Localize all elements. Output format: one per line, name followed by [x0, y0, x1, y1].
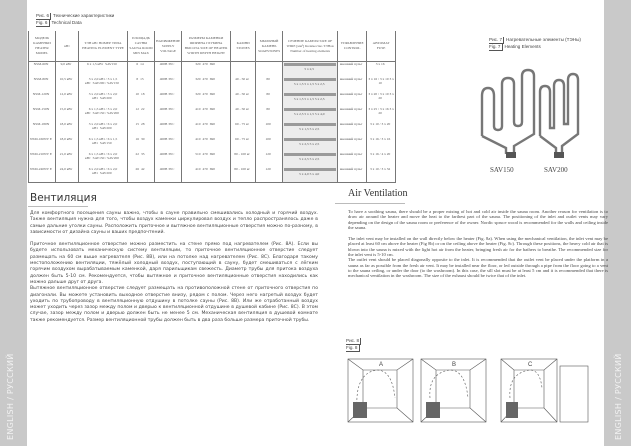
- cell-element: [79, 167, 128, 183]
- cell-control: [338, 122, 367, 137]
- cell-area: [128, 137, 155, 152]
- area-min: 8: [136, 77, 139, 81]
- area-min: 26: [135, 167, 139, 171]
- cell-soap-value: 100: [265, 137, 271, 141]
- side-tab-right: [604, 0, 631, 446]
- divider: [284, 123, 336, 126]
- cell-size: [182, 62, 231, 78]
- size-width: 410: [195, 167, 201, 171]
- sav150-element: [482, 70, 534, 154]
- cell-fuse-value: 3 x 20 / 3 x 10 3 x 20: [368, 92, 394, 100]
- cell-stones: [231, 152, 256, 167]
- element-power: 6 x 2,0 кВт / 6 x 2,0 кВт: [88, 167, 118, 175]
- area-min: 10: [135, 92, 139, 96]
- cell-soap-value: 120: [265, 167, 271, 171]
- cell-soap: [256, 167, 283, 183]
- cell-control: [338, 152, 367, 167]
- header-model: МОДЕЛЬ КАМЕНКИ HEATER MODEL: [29, 31, 56, 62]
- fig6-caption: [36, 13, 114, 27]
- cell-wire-value: 5 x 2,5 5 x 1,5 5 x 4,0: [293, 112, 325, 116]
- fig8-num-ru: Рис. 8: [346, 338, 360, 343]
- header-fuse: АВТОМАТ FUSE: [367, 31, 396, 62]
- ventilation-diagram-b: [420, 358, 487, 423]
- size-width: 510: [195, 152, 201, 156]
- cell-fuse: [367, 137, 396, 152]
- cell-control: [338, 62, 367, 78]
- cell-size: [182, 122, 231, 137]
- size-height: 690: [209, 77, 215, 81]
- cell-soap-value: 80: [266, 92, 270, 96]
- cell-kw: [56, 122, 79, 137]
- cell-control: [338, 137, 367, 152]
- size-height: 690: [209, 107, 215, 111]
- cell-wire: [283, 167, 338, 183]
- size-height: 690: [209, 92, 215, 96]
- cell-stones: [231, 122, 256, 137]
- fig8-num-en: Fig. 8: [346, 345, 358, 350]
- cell-control-value: внешний пульт: [339, 152, 363, 156]
- element-type: SAV150 / SAV200: [92, 156, 119, 160]
- heater-icon: [426, 402, 440, 418]
- cell-kw: [56, 152, 79, 167]
- cell-wire: [283, 92, 338, 107]
- cell-model-value: NSM-160NV E: [30, 137, 53, 141]
- cell-control-value: внешний пульт: [339, 107, 363, 111]
- header-control: УПРАВЛЕНИЕ CONTROL: [338, 31, 367, 62]
- cell-size: [182, 107, 231, 122]
- cell-control-value: внешний пульт: [339, 122, 363, 126]
- cell-voltage: [155, 62, 182, 78]
- area-min: 15: [135, 122, 139, 126]
- size-width: 410: [195, 122, 201, 126]
- cell-wire-value: 5 x 2,5 5 x 2,5: [299, 157, 320, 161]
- divider: [284, 78, 336, 81]
- area-max: 15: [140, 77, 144, 81]
- cell-wire-value: 5 x 1,5 5 x 1,5 5 x 2,5: [293, 97, 325, 101]
- cell-fuse-value: 3 x 16 / 3 x 16: [370, 137, 391, 141]
- size-height: 690: [209, 122, 215, 126]
- cell-stones-value: 60 - 75 кг: [235, 122, 250, 126]
- fig7-num-en: Fig. 7: [489, 44, 501, 49]
- cell-fuse: [367, 92, 396, 107]
- area-max: 22: [141, 107, 145, 111]
- element-type: SAV200 / SAV150: [92, 81, 119, 85]
- area-max: 18: [141, 92, 145, 96]
- divider: [284, 93, 336, 96]
- cell-wire-value: 5 x 1,5 5 x 2,5: [299, 127, 320, 131]
- cell-model-value: NSM-240NV E: [30, 167, 53, 171]
- table-row: [29, 152, 396, 167]
- header-size: РАЗМЕРЫ КАМЕНКИ ШИРИНА ГЛУБИНА ВЫСОТА SIZE OF HEATER WIDTH DEPTH HEIGHT: [182, 31, 231, 62]
- fig7-caption: [489, 37, 581, 51]
- cell-control: [338, 77, 367, 92]
- cell-model-value: NSM-60N: [33, 62, 49, 66]
- cell-element: [79, 62, 128, 78]
- table-row: [29, 92, 396, 107]
- element-power: 6 x 1,5 кВт / 3 x 2,0 кВт: [85, 107, 118, 115]
- cell-control-value: внешний пульт: [339, 137, 363, 141]
- technical-data-table: [28, 31, 396, 183]
- paragraph: The inlet vent may be installed on the wall directly below the heater (Fig. 8a). When using the mechanical ventilation, the inlet vent may be placed at least 60 cm above the heater (Fig 8b) or on the ceiling above the heater (Fig. 8c). Through these positions, the heavy cold air that is blown into the sauna is mixed with the light hot air from the heater, bringing fresh air for the bathers to breathe. The recommended size for the inlet vent is 5-10 cm.: [348, 236, 608, 258]
- cell-wire: [283, 107, 338, 122]
- cell-fuse: [367, 62, 396, 78]
- area-max: 42: [141, 167, 145, 171]
- area-max: 14: [140, 62, 144, 66]
- table-row: [29, 77, 396, 92]
- divider: [284, 138, 336, 141]
- ventilation-text-en: [348, 209, 608, 285]
- size-height: 690: [209, 152, 215, 156]
- table-row: [29, 122, 396, 137]
- cell-kw-value: 18,0 кВт: [59, 122, 73, 126]
- cell-voltage-value: 400B 3N~: [159, 92, 175, 96]
- area-min: 12: [135, 107, 139, 111]
- cell-kw-value: 12,0 кВт: [59, 92, 73, 96]
- size-width: 320: [195, 77, 201, 81]
- cell-wire: [283, 122, 338, 137]
- terminal-icon: [506, 152, 516, 158]
- fig7-title-en: Heating Elements: [504, 44, 541, 49]
- cell-voltage-value: 400B 3N~: [159, 152, 175, 156]
- size-width: 320: [195, 62, 201, 66]
- cell-stones-value: 60 - 75 кг: [235, 137, 250, 141]
- cell-area: [128, 92, 155, 107]
- cell-voltage: [155, 77, 182, 92]
- cell-voltage: [155, 107, 182, 122]
- cell-fuse-value: 3 x 10 / 3 x 32: [370, 167, 391, 171]
- header-stones: КАМНИ STONES: [231, 31, 256, 62]
- header-area: ПЛОЩАДЬ САУНЫ SAUNA ROOM MIN MAX: [128, 31, 155, 62]
- fig7-title-ru: Нагревательные элементы (ТЭНы): [506, 37, 581, 42]
- cell-wire: [283, 137, 338, 152]
- sav200-element: [540, 74, 578, 154]
- cell-stones: [231, 137, 256, 152]
- cell-model: [29, 167, 56, 183]
- cell-fuse-value: 3 x 16 / 3 x 10 3 x 10: [368, 77, 394, 85]
- cell-fuse: [367, 167, 396, 183]
- cell-element: [79, 122, 128, 137]
- cell-model-value: NSM-180N: [32, 122, 50, 126]
- element-type: SAV200: [99, 126, 112, 130]
- element-type: SAV200: [99, 96, 112, 100]
- element-type: SAV150 / SAV200: [92, 111, 119, 115]
- cell-soap-value: 120: [265, 152, 271, 156]
- cell-area: [128, 62, 155, 78]
- header-voltage: НАПРЯЖЕНИЕ SUPPLY VOLTAGE: [155, 31, 182, 62]
- label-sav200: SAV200: [544, 166, 568, 174]
- panel-label: A: [379, 362, 384, 368]
- cell-voltage: [155, 152, 182, 167]
- cell-wire: [283, 62, 338, 78]
- cell-size: [182, 137, 231, 152]
- cell-wire-value: 5 x 2,5 5 x 2,5: [299, 142, 320, 146]
- panel-label: B: [452, 362, 457, 368]
- cell-model-value: NSM-120N: [32, 92, 50, 96]
- size-depth: 470: [202, 107, 208, 111]
- cell-control-value: внешний пульт: [339, 62, 363, 66]
- cell-stones: [231, 107, 256, 122]
- area-min: 16: [135, 137, 139, 141]
- cell-kw-value: 10,5 кВт: [59, 77, 73, 81]
- side-tab-left: [0, 0, 27, 446]
- paragraph: Приточное вентиляционное отверстие можно разместить на стене прямо под нагревателем (Рис. 8А). Если вы будете использовать механическую систему вентиляции, то приточное вентиляционное отверстие следует размещать на 60 см выше нагревателя (Рис. 8В), или на потолке над нагревателем (Рис. 8С). Благодаря такому местоположению вентиляции, тяжёлый холодный воздух, поступающий в сауну, будет смешиваться с лёгким горячим воздухом вырабатываемым каменкой, даря парильщикам свежесть. Диаметр трубы для притока воздуха должен быть 5-10 см. Рекомендуется, чтобы вытяжное и приточное вентиляционные отверстия находились как можно дальше друг от друга.: [30, 242, 318, 285]
- cell-wire-value: 5 x 2,5: [304, 67, 314, 71]
- header-element: ТЭН кВт НОМЕР ТИПА HEATING ELEMENT TYPE: [79, 31, 128, 62]
- cell-kw-value: 21,0 кВт: [59, 152, 73, 156]
- cell-kw: [56, 62, 79, 78]
- size-depth: 470: [202, 152, 208, 156]
- cell-kw-value: 9,0 кВт: [60, 62, 72, 66]
- cell-stones-value: 80 - 100 кг: [234, 167, 250, 171]
- cell-kw-value: 15,0 кВт: [59, 107, 73, 111]
- divider: [284, 168, 336, 171]
- cell-model: [29, 77, 56, 92]
- area-max: 28: [141, 122, 145, 126]
- cell-voltage-value: 400B 3N~: [159, 167, 175, 171]
- cell-area: [128, 167, 155, 183]
- cell-control-value: внешний пульт: [339, 167, 363, 171]
- size-width: 320: [195, 92, 201, 96]
- cell-stones-value: 40 - 50 кг: [235, 92, 250, 96]
- cell-stones: [231, 62, 256, 78]
- cell-stones: [231, 77, 256, 92]
- cell-kw-value: 18,0 кВт: [59, 137, 73, 141]
- element-type: SAV200: [99, 171, 112, 175]
- area-max: 35: [141, 152, 145, 156]
- paragraph: The outlet vent should be placed diagonally opposite to the inlet. It is recommended that the outlet vent be placed under the platform in a sauna as far as possible from the fresh air vent. It may be installed near the floor, or led outside through a pipe from the floor going to a vent to the sauna ceiling, or under the door (to the washroom). In this case, the sill slot must be at least 5 cm and it is recommended that there is mechanical ventilation in the washroom. The size of the exhaust should be twice that of the inlet.: [348, 257, 608, 279]
- size-depth: 470: [202, 92, 208, 96]
- cell-control: [338, 167, 367, 183]
- title-underline: [335, 203, 405, 204]
- ventilation-title-en: Air Ventilation: [348, 188, 408, 199]
- cell-control: [338, 92, 367, 107]
- element-power: 6 x 1,5 кВт / 6 x 2,0 кВт: [85, 152, 118, 160]
- fig6-num-ru: Рис. 6: [36, 13, 50, 18]
- cell-element: [79, 137, 128, 152]
- element-power: 3 x 2,0 кВт / 3 x 1,5 кВт: [85, 77, 118, 85]
- element-power: 6 x 1,5 кВт: [87, 62, 104, 66]
- cell-control: [338, 107, 367, 122]
- cell-stones: [231, 167, 256, 183]
- size-depth: 470: [202, 122, 208, 126]
- element-power: 3 x 2,0 кВт / 3 x 2,0 кВт: [88, 92, 118, 100]
- cell-soap-value: 80: [266, 77, 270, 81]
- cell-model-value: NSM-210NV E: [30, 152, 53, 156]
- cell-fuse: [367, 107, 396, 122]
- cell-stones-value: 40 - 50 кг: [235, 77, 250, 81]
- ventilation-text-ru: [30, 211, 318, 330]
- divider: [284, 153, 336, 156]
- cell-soap: [256, 152, 283, 167]
- cell-model: [29, 62, 56, 78]
- cell-soap: [256, 92, 283, 107]
- cell-wire-value: 5 x 4,0 5 x 4,0: [299, 172, 320, 176]
- cell-fuse-value: 3 x 10 / 3 x 20: [370, 122, 391, 126]
- cell-soap: [256, 137, 283, 152]
- cell-fuse-value: 3 x 16: [375, 62, 385, 66]
- heating-elements-illustration: [470, 66, 585, 160]
- cell-voltage-value: 400B 3N~: [159, 77, 175, 81]
- area-max: 30: [141, 137, 145, 141]
- cell-kw: [56, 77, 79, 92]
- title-underline: [28, 206, 88, 207]
- cell-wire-value: 5 x 1,5 5 x 1,5 5 x 2,5: [293, 82, 325, 86]
- cell-model: [29, 152, 56, 167]
- element-type: SAV150: [99, 141, 112, 145]
- divider: [284, 108, 336, 111]
- cell-voltage: [155, 122, 182, 137]
- table-row: [29, 62, 396, 78]
- cell-fuse: [367, 77, 396, 92]
- header-wire: СЕЧЕНИЕ КАБЕЛЯ SIZE OF WIRE [мм²] Количество ТЭНов Number of heating elements: [283, 31, 338, 62]
- cell-stones: [231, 92, 256, 107]
- table-header: [29, 31, 396, 62]
- fig6-title-en: Technical Data: [51, 20, 82, 25]
- cell-element: [79, 152, 128, 167]
- panel-label: C: [528, 362, 533, 368]
- cell-voltage: [155, 92, 182, 107]
- cell-area: [128, 77, 155, 92]
- label-sav150: SAV150: [490, 166, 514, 174]
- area-min: 22: [135, 152, 139, 156]
- cell-soap: [256, 77, 283, 92]
- cell-voltage: [155, 167, 182, 183]
- fig6-title-ru: Технические характеристики: [53, 13, 115, 18]
- size-width: 410: [195, 137, 201, 141]
- cell-fuse-value: 3 x 16 / 4 x 20: [370, 152, 391, 156]
- cell-size: [182, 152, 231, 167]
- cell-kw: [56, 137, 79, 152]
- paragraph: Для комфортного посещения сауны важно, чтобы в сауне правильно смешивались холодный и горячий воздух. Также вентиляция нужна для того, чтобы воздух каменки циркулировал воздух и тепло распространялось даже в самые дальние уголки сауны. Расположить приточное и вытяжное вентиляционные отверстия можно по-разному, в зависимости от дизайна сауны и ваших предпочтений.: [30, 211, 318, 235]
- cell-model-value: NSM-80N: [33, 77, 49, 81]
- cell-model: [29, 137, 56, 152]
- cell-voltage-value: 400B 3N~: [159, 107, 175, 111]
- cell-soap: [256, 107, 283, 122]
- cell-kw: [56, 92, 79, 107]
- size-depth: 470: [202, 62, 208, 66]
- language-label: ENGLISH / РУССКИЙ: [6, 353, 15, 440]
- cell-control-value: внешний пульт: [339, 92, 363, 96]
- cell-kw-value: 24,0 кВт: [59, 167, 73, 171]
- cell-element: [79, 107, 128, 122]
- cell-model: [29, 122, 56, 137]
- heater-icon: [353, 402, 367, 418]
- cell-model-value: NSM-150N: [32, 107, 50, 111]
- cell-voltage-value: 400B 3N~: [159, 122, 175, 126]
- size-height: 690: [209, 137, 215, 141]
- cell-area: [128, 122, 155, 137]
- cell-voltage: [155, 137, 182, 152]
- cell-soap-value: 80: [266, 107, 270, 111]
- terminal-icon: [554, 152, 564, 158]
- area-min: 6: [136, 62, 139, 66]
- header-kw: кВт: [56, 31, 79, 62]
- cell-voltage-value: 400B 3N~: [159, 62, 175, 66]
- element-type: SAV150: [105, 62, 117, 66]
- cell-soap: [256, 62, 283, 78]
- divider: [284, 63, 336, 66]
- cell-area: [128, 107, 155, 122]
- cell-size: [182, 92, 231, 107]
- cell-kw: [56, 107, 79, 122]
- cell-model: [29, 92, 56, 107]
- cell-model: [29, 107, 56, 122]
- ventilation-diagram-a: [347, 358, 414, 423]
- header-soapstone: МЫЛЬНЫЙ КАМЕНЬ SOAPSTONES: [256, 31, 283, 62]
- cell-stones-value: 40 - 50 кг: [235, 107, 250, 111]
- ventilation-diagram-c: [500, 358, 590, 423]
- element-power: 6 x 1,5 кВт / 6 x 1,5 кВт: [88, 137, 118, 145]
- cell-area: [128, 152, 155, 167]
- paragraph: To have a soothing sauna, there should be a proper mixing of hot and cold air inside the sauna room. Another reason for ventilation is to draw air around the heater and move the heat to the farthest part of the sauna. The positioning of the inlet and outlet vents may vary depending on the design of the sauna room or preference of the owner. Nordic spruce wood is recommended for the walls and ceiling inside the sauna.: [348, 209, 608, 230]
- fig7-num-ru: Рис. 7: [489, 37, 503, 42]
- ventilation-title-ru: Вентиляция: [30, 192, 97, 204]
- fig6-num-en: Fig. 6: [36, 20, 48, 25]
- cell-fuse: [367, 152, 396, 167]
- fig8-caption: [346, 338, 363, 352]
- cell-control-value: внешний пульт: [339, 77, 363, 81]
- language-label: ENGLISH / РУССКИЙ: [614, 353, 623, 440]
- cell-wire: [283, 77, 338, 92]
- cell-soap: [256, 122, 283, 137]
- table-row: [29, 167, 396, 183]
- heater-icon: [506, 402, 518, 418]
- size-width: 410: [195, 107, 201, 111]
- size-depth: 470: [202, 167, 208, 171]
- cell-fuse-value: 3 x 25 / 3 x 16 3 x 20: [368, 107, 394, 115]
- cell-soap-value: 100: [265, 122, 271, 126]
- size-height: 690: [209, 62, 215, 66]
- cell-element: [79, 92, 128, 107]
- cell-size: [182, 167, 231, 183]
- table-row: [29, 137, 396, 152]
- element-power: 3 x 2,0 кВт / 6 x 2,0 кВт: [88, 122, 118, 130]
- table-row: [29, 107, 396, 122]
- cell-fuse: [367, 122, 396, 137]
- cell-kw: [56, 167, 79, 183]
- size-depth: 470: [202, 137, 208, 141]
- cell-size: [182, 77, 231, 92]
- paragraph: Вытяжное вентиляционное отверстие следует размещать на противоположной стене от приточного отверстия по диагонали. Вы можете установить выходное отверстие внизу, рядом с полом. Через него нагретый воздух будет уходить по трубопроводу в вентиляционную отдушину в потолке сауны (Рис. 8В). Или же отработанный воздух может уходить через зазор между полом и дверью к вентиляционной отдушине в душевой кабине (Рис. 8С). В этом случае, зазор между полом и дверью должен быть не менее 5 см. Механическая вентиляция в душевой комнате также рекомендуется. Размер вентиляционной трубы должен быть в два раза больше размера приточной трубы.: [30, 286, 318, 323]
- cell-element: [79, 77, 128, 92]
- cell-wire: [283, 152, 338, 167]
- size-depth: 470: [202, 77, 208, 81]
- cell-voltage-value: 400B 3N~: [159, 137, 175, 141]
- cell-stones-value: 80 - 100 кг: [234, 152, 250, 156]
- size-height: 690: [209, 167, 215, 171]
